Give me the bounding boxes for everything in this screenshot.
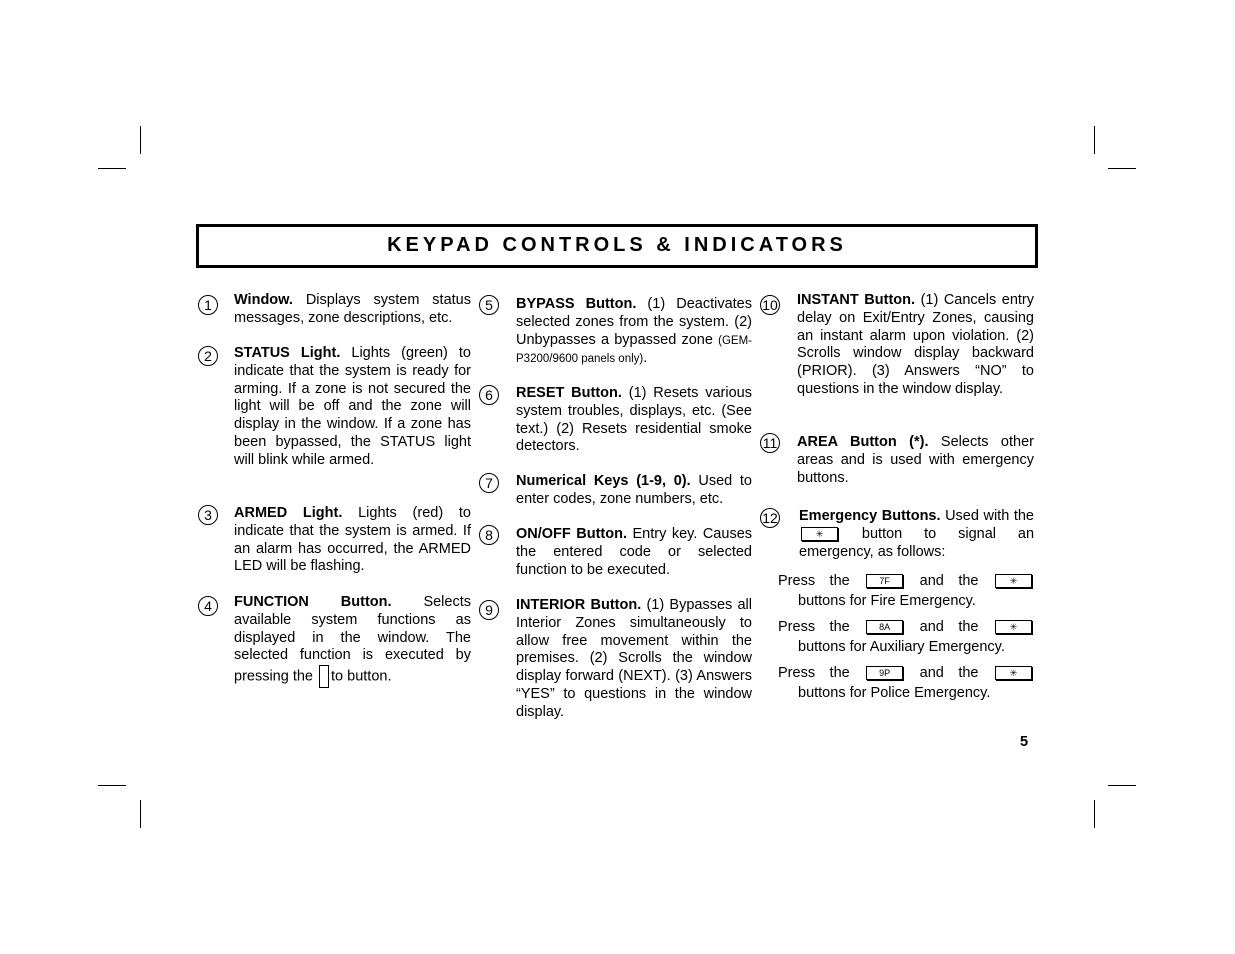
item-bypass-button bbox=[516, 296, 752, 369]
the-word: the bbox=[829, 573, 850, 589]
item-area-button bbox=[797, 434, 1034, 487]
item-label: Numerical Keys (1-9, 0). bbox=[516, 473, 691, 489]
press-word: Press bbox=[778, 619, 816, 635]
item-label: AREA Button (*). bbox=[797, 434, 929, 450]
the-word: the bbox=[829, 665, 850, 681]
the-word: the bbox=[829, 619, 850, 635]
crop-mark bbox=[98, 785, 126, 786]
key-9p-icon: 9P bbox=[866, 666, 903, 680]
emergency-desc: buttons for Police Emergency. bbox=[798, 685, 991, 701]
item-number: 6 bbox=[479, 385, 499, 405]
and-word: and bbox=[919, 619, 944, 635]
item-onoff-button bbox=[516, 526, 752, 579]
key-7f-icon: 7F bbox=[866, 574, 903, 588]
item-armed-light bbox=[234, 505, 471, 576]
the-word: the bbox=[958, 619, 979, 635]
crop-mark bbox=[1108, 168, 1136, 169]
item-text-after: to button. bbox=[331, 668, 392, 685]
item-text: Displays system status messages, zone descriptions, etc. bbox=[234, 292, 471, 326]
star-key-icon: ✳ bbox=[801, 527, 838, 541]
item-numerical-keys bbox=[516, 473, 752, 509]
emergency-row-auxiliary bbox=[778, 617, 1034, 657]
item-reset-button bbox=[516, 385, 752, 456]
item-text: Lights (red) to indicate that the system is armed. If an alarm has occurred, the ARMED LED will be flashing. bbox=[234, 505, 471, 575]
item-label: Emergency Buttons. bbox=[799, 508, 941, 524]
item-instant-button bbox=[797, 292, 1034, 399]
item-label: BYPASS Button. bbox=[516, 296, 637, 312]
item-text: Used with the bbox=[940, 508, 1034, 524]
emergency-desc: buttons for Auxiliary Emergency. bbox=[798, 639, 1005, 655]
item-text: (1) Deactivates selected zones from the system. (2) Unbypasses a bypassed zone bbox=[516, 296, 752, 348]
item-number: 5 bbox=[479, 295, 499, 315]
crop-mark bbox=[1108, 785, 1136, 786]
emergency-row-police bbox=[778, 663, 1034, 703]
item-number: 1 bbox=[198, 295, 218, 315]
item-function-button bbox=[234, 594, 471, 688]
function-key-icon bbox=[319, 665, 329, 688]
item-number: 8 bbox=[479, 525, 499, 545]
item-number: 3 bbox=[198, 505, 218, 525]
item-label: STATUS Light. bbox=[234, 345, 341, 361]
emergency-desc: buttons for Fire Emergency. bbox=[798, 593, 976, 609]
the-word: the bbox=[958, 665, 979, 681]
item-label: INTERIOR Button. bbox=[516, 597, 642, 613]
star-key-icon: ✳ bbox=[995, 666, 1032, 680]
item-text-after: button to signal an emergency, as follows: bbox=[799, 525, 1035, 560]
page-number: 5 bbox=[1020, 734, 1029, 750]
and-word: and bbox=[919, 665, 944, 681]
item-text-after: . bbox=[643, 350, 648, 367]
item-interior-button bbox=[516, 597, 752, 722]
item-label: ARMED Light. bbox=[234, 505, 343, 521]
item-label: ON/OFF Button. bbox=[516, 526, 627, 542]
item-label: Window. bbox=[234, 292, 293, 308]
item-text: Selects other areas and is used with emergency buttons. bbox=[797, 434, 1034, 486]
item-label: FUNCTION Button. bbox=[234, 594, 392, 610]
item-text: Used to enter codes, zone numbers, etc. bbox=[516, 473, 752, 507]
item-number: 2 bbox=[198, 346, 218, 366]
press-word: Press bbox=[778, 573, 816, 589]
item-label: INSTANT Button. bbox=[797, 292, 916, 308]
key-8a-icon: 8A bbox=[866, 620, 903, 634]
item-text: Selects available system functions as displayed in the window. The selected function is executed by pressing the bbox=[234, 594, 471, 685]
item-text: Entry key. Causes the entered code or selected function to be executed. bbox=[516, 526, 753, 578]
item-text: (1) Resets various system troubles, displays, etc. (See text.) (2) Resets residential smoke detectors. bbox=[516, 385, 752, 455]
crop-mark bbox=[1094, 800, 1095, 828]
item-number: 11 bbox=[760, 433, 780, 453]
star-key-icon: ✳ bbox=[995, 574, 1032, 588]
the-word: the bbox=[958, 573, 979, 589]
item-text: (1) Cancels entry delay on Exit/Entry Zones, causing an instant alarm upon violation. (2) Scrolls window display backward (PRIOR). (3) Answers “NO” to questions in the window display. bbox=[797, 292, 1034, 397]
crop-mark bbox=[140, 800, 141, 828]
item-note: (GEM-P3200/9600 panels only) bbox=[516, 334, 752, 366]
emergency-row-fire bbox=[778, 571, 1034, 611]
crop-mark bbox=[140, 126, 141, 154]
crop-mark bbox=[98, 168, 126, 169]
item-window bbox=[234, 292, 471, 328]
item-status-light bbox=[234, 345, 471, 470]
item-label: RESET Button. bbox=[516, 385, 622, 401]
item-number: 12 bbox=[760, 508, 780, 528]
page-title: KEYPAD CONTROLS & INDICATORS bbox=[387, 234, 847, 256]
star-key-icon: ✳ bbox=[995, 620, 1032, 634]
title-box bbox=[196, 224, 1038, 268]
item-text: Lights (green) to indicate that the system is ready for arming. If a zone is not secured the light will be off and the zone will display in the window. If a zone has been bypassed, the STATUS light will blink while armed. bbox=[234, 345, 471, 468]
and-word: and bbox=[919, 573, 944, 589]
item-number: 4 bbox=[198, 596, 218, 616]
item-number: 10 bbox=[760, 295, 780, 315]
press-word: Press bbox=[778, 665, 816, 681]
item-text: (1) Bypasses all Interior Zones simultaneously to allow free movement within the premises. (2) Scrolls the window display forward (NEXT). (3) Answers “YES” to questions in the window display. bbox=[516, 597, 752, 720]
item-number: 9 bbox=[479, 600, 499, 620]
item-number: 7 bbox=[479, 473, 499, 493]
item-emergency-buttons bbox=[799, 508, 1034, 561]
crop-mark bbox=[1094, 126, 1095, 154]
